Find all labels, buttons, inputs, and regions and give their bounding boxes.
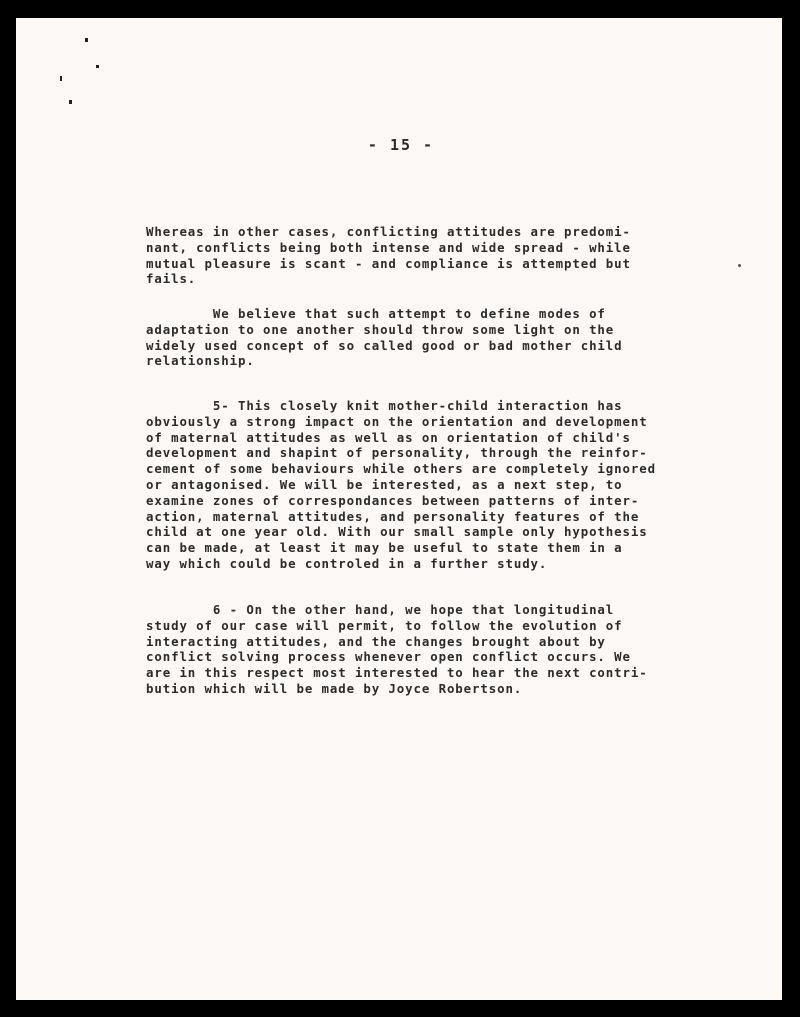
text-line: 6 - On the other hand, we hope that longitudinal	[146, 602, 615, 617]
text-line: obviously a strong impact on the orientation and development	[146, 413, 648, 429]
text-line: relationship.	[146, 353, 255, 369]
paragraph-2	[146, 306, 623, 369]
text-line: are in this respect most interested to hear the next contri-	[146, 665, 648, 681]
punch-mark	[69, 100, 72, 104]
text-line: child at one year old. With our small sample only hypothesis	[146, 524, 648, 540]
text-line: adaptation to one another should throw some light on the	[146, 321, 615, 337]
text-line: of maternal attitudes as well as on orientation of child's	[146, 429, 631, 445]
text-line: widely used concept of so called good or bad mother child	[146, 337, 623, 353]
text-line: mutual pleasure is scant - and compliance is attempted but	[146, 255, 631, 271]
text-line: way which could be controled in a further study.	[146, 555, 548, 571]
paragraph-1	[146, 224, 631, 287]
punch-mark	[96, 65, 99, 68]
text-line: bution which will be made by Joyce Robertson.	[146, 680, 523, 696]
text-line: study of our case will permit, to follow the evolution of	[146, 617, 623, 633]
text-line: action, maternal attitudes, and personality features of the	[146, 508, 640, 524]
punch-mark	[85, 38, 88, 42]
text-line: interacting attitudes, and the changes brought about by	[146, 633, 606, 649]
paragraph-3	[146, 398, 656, 572]
text-line: nant, conflicts being both intense and wide spread - while	[146, 239, 631, 255]
paragraph-4	[146, 602, 648, 697]
text-line: can be made, at least it may be useful to state them in a	[146, 540, 623, 556]
text-line: development and shapint of personality, through the reinfor-	[146, 445, 648, 461]
document-page	[16, 18, 782, 1000]
text-line: Whereas in other cases, conflicting attitudes are predomi-	[146, 224, 631, 239]
text-line: fails.	[146, 271, 197, 287]
text-line: or antagonised. We will be interested, as a next step, to	[146, 476, 623, 492]
punch-mark	[60, 76, 62, 81]
stray-mark	[738, 264, 741, 267]
text-line: We believe that such attempt to define modes of	[146, 306, 606, 321]
text-line: conflict solving process whenever open conflict occurs. We	[146, 649, 631, 665]
text-line: cement of some behaviours while others are completely ignored	[146, 461, 656, 477]
text-line: 5- This closely knit mother-child interaction has	[146, 398, 623, 413]
text-line: examine zones of correspondances between patterns of inter-	[146, 492, 640, 508]
page-number: - 15 -	[367, 136, 435, 154]
